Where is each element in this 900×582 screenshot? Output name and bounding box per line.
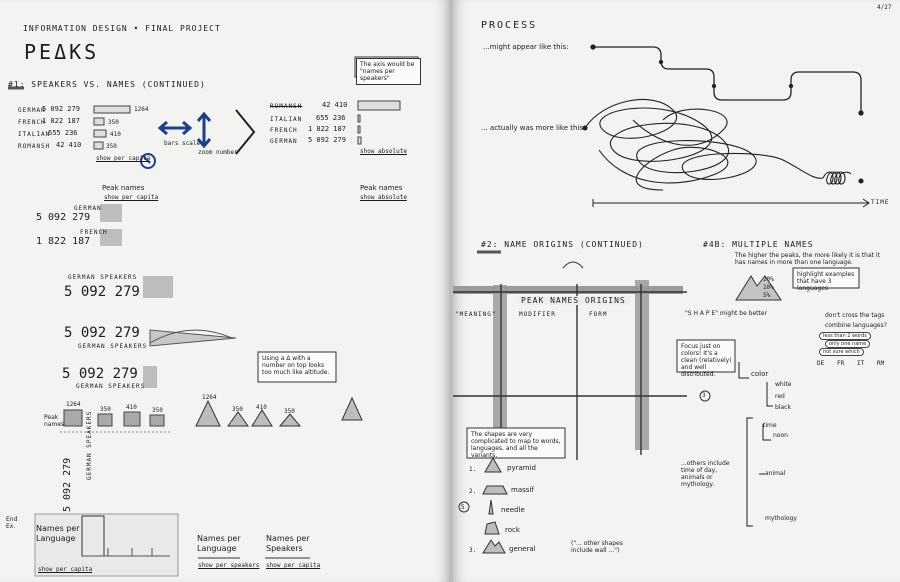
- stack-german-number: 5 092 279: [36, 212, 91, 223]
- show-per-capita-link: show per capita: [96, 155, 151, 162]
- note-shapes-complicated: The shapes are very complicated to map to words, languages, and all the variants.: [471, 431, 561, 459]
- mythology-category: mythology: [765, 515, 797, 522]
- lang-number: 5 092 279: [42, 105, 80, 113]
- names-per-language-2: Names per Language: [197, 534, 241, 553]
- lang-col: DE: [817, 360, 825, 367]
- german-speakers-number-1: 5 092 279: [64, 284, 140, 300]
- shape-better-note: "S H A P E" might be better: [685, 310, 768, 317]
- percent-value: 10%: [763, 284, 774, 291]
- noon-item: noon: [773, 432, 788, 439]
- section-1-title: #1: SPEAKERS VS. NAMES (CONTINUED): [8, 80, 206, 89]
- page-header: INFORMATION DESIGN • FINAL PROJECT: [23, 24, 221, 33]
- names-per-speakers: Names per Speakers: [266, 534, 310, 553]
- bar-value: 1264: [134, 106, 149, 113]
- lang-col: IT: [857, 360, 865, 367]
- show-per-capita-link-3: show per capita: [38, 566, 93, 573]
- bar-german-a: [94, 106, 130, 113]
- dont-cross-tags: don't cross the tags: [825, 312, 885, 319]
- animal-category: animal: [765, 470, 786, 477]
- color-category: color: [751, 370, 769, 378]
- form-label: FORM: [589, 311, 608, 318]
- note-higher-peaks: The higher the peaks, the more likely it is that it has names in more than one language.: [735, 252, 880, 266]
- lang-label: ITALIAN: [270, 116, 303, 123]
- percent-triangles: [736, 276, 781, 300]
- lang-label: FRENCH: [18, 119, 46, 126]
- note-triangle-altitude: Using a Δ with a number on top looks too much like altitude.: [262, 355, 330, 376]
- bar-italian-a: [94, 130, 106, 137]
- bar-value: 350: [106, 143, 117, 150]
- show-per-speakers-link: show per speakers: [198, 562, 260, 569]
- vertical-number: 5 092 279: [62, 457, 73, 512]
- row-value: 410: [126, 404, 137, 411]
- lang-label: ITALIAN: [18, 131, 51, 138]
- tag-pill: less than 2 words: [819, 332, 871, 340]
- shape-name: massif: [511, 486, 534, 494]
- lang-col: RM: [877, 360, 885, 367]
- tag-pill: not sure which: [819, 348, 864, 356]
- names-per-language-1: Names per Language: [36, 524, 80, 543]
- left-page: [0, 0, 449, 582]
- messy-process-scribble: [583, 100, 863, 190]
- bar-value: 410: [110, 131, 121, 138]
- tag-pill: only one name: [825, 340, 870, 348]
- lang-col: FR: [837, 360, 845, 367]
- shape-number: 2.: [469, 488, 477, 495]
- might-appear-text: ...might appear like this:: [483, 43, 569, 51]
- other-shapes-note: ("... other shapes include wall ..."): [571, 540, 623, 554]
- bar-value: 350: [108, 119, 119, 126]
- circled-number-3: 3: [702, 392, 706, 399]
- shape-name: general: [509, 545, 536, 553]
- shape-name: needle: [501, 506, 525, 514]
- percent-value: 20%: [763, 276, 774, 283]
- lang-label: ROMANSH: [18, 143, 51, 150]
- process-title: PROCESS: [481, 20, 538, 31]
- lang-label: GERMAN: [18, 107, 46, 114]
- row-value: 1264: [66, 401, 81, 408]
- vertical-label: GERMAN SPEAKERS: [86, 410, 93, 480]
- shape-number: 1.: [469, 466, 477, 473]
- bar-romansh-a: [94, 142, 103, 149]
- lang-number: 655 236: [48, 129, 78, 137]
- stack-french-number: 1 822 187: [36, 236, 91, 247]
- bars-scale-arrow: [160, 122, 190, 134]
- german-speakers-number-3: 5 092 279: [62, 366, 138, 382]
- end-ex-label: End Ex.: [6, 516, 18, 530]
- actually-was-text: ... actually was more like this:: [481, 124, 586, 132]
- shape-number: 3.: [469, 547, 477, 554]
- shape-name: pyramid: [507, 464, 536, 472]
- peak-names-label-1: Peak names: [102, 184, 145, 192]
- white-item: white: [775, 381, 792, 388]
- section-2-title: #2: NAME ORIGINS (CONTINUED): [481, 240, 644, 249]
- circled-number-5: 5: [461, 504, 465, 511]
- lang-number: 42 410: [322, 101, 348, 109]
- ideal-process-line: [591, 45, 863, 115]
- big-chevron: [236, 110, 254, 154]
- lang-label: FRENCH: [270, 127, 298, 134]
- show-per-capita-link-4: show per capita: [266, 562, 321, 569]
- peak-names-label-3: Peak names: [44, 414, 65, 428]
- stack-french-label: FRENCH: [80, 229, 108, 236]
- peak-names-origins-header: PEAK NAMES ORIGINS: [517, 296, 630, 305]
- german-speakers-label-2: GERMAN SPEAKERS: [78, 343, 148, 350]
- time-axis: [593, 199, 869, 207]
- bars-scale-label: bars scale: [164, 140, 201, 147]
- show-absolute-link: show absolute: [360, 148, 407, 155]
- lang-label: ROMANSH: [270, 103, 303, 110]
- page-number: 4/27: [877, 4, 892, 11]
- section-4b-title: #4B: MULTIPLE NAMES: [703, 240, 814, 249]
- triangle-value: 410: [256, 404, 267, 411]
- stack-german-label: GERMAN: [74, 205, 102, 212]
- german-speakers-label-1: GERMAN SPEAKERS: [68, 274, 138, 281]
- percent-value: 5%: [763, 292, 771, 299]
- lang-number: 1 822 187: [308, 125, 346, 133]
- row-value: 350: [100, 406, 111, 413]
- german-speakers-number-2: 5 092 279: [64, 325, 140, 341]
- time-axis-label: TIME: [871, 199, 890, 206]
- show-absolute-link-2: show absolute: [360, 194, 407, 201]
- note-highlight-examples: highlight examples that have 3 languages: [797, 271, 855, 292]
- lang-number: 42 410: [56, 141, 82, 149]
- row-value: 350: [152, 407, 163, 414]
- others-include-note: ...others include time of day, animals or mythology.: [681, 460, 730, 488]
- lang-number: 655 236: [316, 114, 346, 122]
- zoom-number-label: zoom number: [198, 149, 238, 156]
- category-brackets: [739, 362, 773, 526]
- peak-names-label-2: Peak names: [360, 184, 403, 192]
- shape-name: rock: [505, 526, 520, 534]
- show-per-capita-link-2: show per capita: [104, 194, 159, 201]
- modifier-label: MODIFIER: [519, 311, 556, 318]
- lang-number: 5 092 279: [308, 136, 346, 144]
- note-focus-colors: Focus just on colors! It's a clean (relatively) and well distributed.: [681, 343, 732, 378]
- triangle-value: 1264: [202, 394, 217, 401]
- meaning-label: "MEANING": [455, 311, 497, 318]
- triangle-value: 350: [232, 406, 243, 413]
- combine-languages: combine languages?: [825, 322, 887, 329]
- bar-french-a: [94, 118, 104, 125]
- black-item: black: [775, 404, 791, 411]
- right-page: [453, 0, 900, 582]
- lang-label: GERMAN: [270, 138, 298, 145]
- project-title: PEΔKS: [24, 40, 100, 64]
- lang-number: 1 822 187: [42, 117, 80, 125]
- time-category: time: [763, 422, 777, 429]
- red-item: red: [775, 393, 785, 400]
- german-speakers-label-3: GERMAN SPEAKERS: [76, 383, 146, 390]
- triangle-value: 350: [284, 408, 295, 415]
- note-names-per-speakers: The axis would be "names per speakers": [356, 58, 421, 85]
